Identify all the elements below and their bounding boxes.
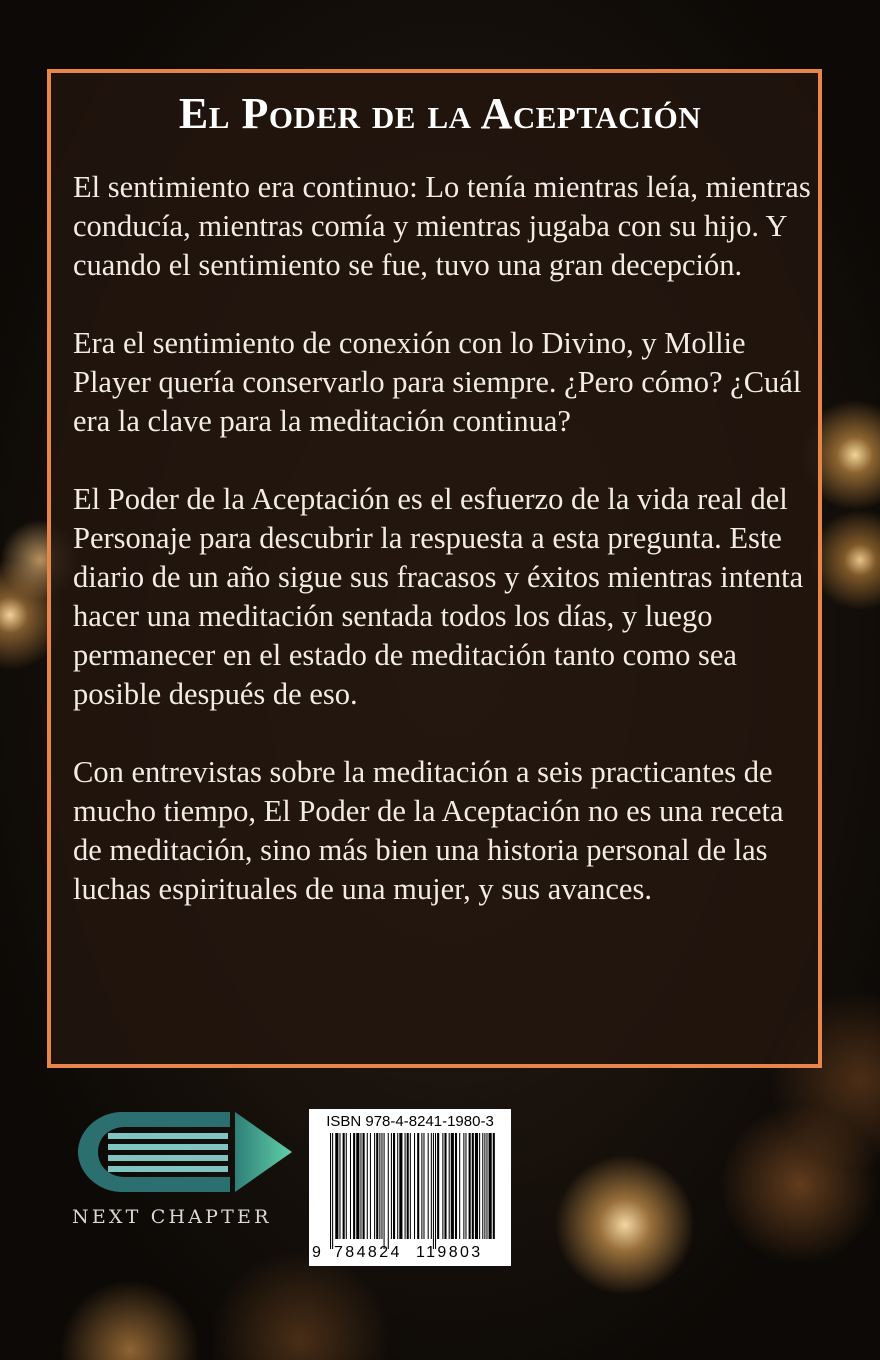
barcode-bar bbox=[469, 1133, 471, 1239]
barcode-bar bbox=[433, 1133, 434, 1249]
book-title: El Poder de la Aceptación bbox=[178, 89, 702, 138]
barcode-bar bbox=[374, 1133, 375, 1239]
isbn-label: ISBN 978-4-8241-1980-3 bbox=[326, 1113, 494, 1130]
barcode-bar bbox=[482, 1133, 483, 1239]
barcode-bar bbox=[417, 1133, 419, 1239]
barcode-bar bbox=[350, 1133, 351, 1239]
barcode-bar bbox=[428, 1133, 429, 1239]
barcode-digit-first: 9 bbox=[312, 1244, 321, 1261]
barcode-bar bbox=[367, 1133, 368, 1239]
barcode-bar bbox=[391, 1133, 392, 1239]
barcode-bar bbox=[407, 1133, 409, 1239]
blurb-paragraph: Con entrevistas sobre la meditación a seis practicantes de mucho tiempo, El Poder de la Aceptación no es una receta de meditación, sino más bien una historia personal de las luchas espirituales de una mujer, y sus avances. bbox=[73, 755, 784, 906]
barcode-bar bbox=[379, 1133, 380, 1239]
barcode-digits-right: 119803 bbox=[416, 1244, 483, 1261]
barcode-bar bbox=[397, 1133, 398, 1239]
barcode-bar bbox=[489, 1133, 492, 1239]
barcode-bar bbox=[463, 1133, 464, 1239]
barcode-bars bbox=[322, 1133, 500, 1249]
barcode-bar bbox=[442, 1133, 443, 1239]
barcode-bar bbox=[421, 1133, 422, 1239]
blurb-paragraph: El sentimiento era continuo: Lo tenía mientras leía, mientras conducía, mientras comía y mientras jugaba con su hijo. Y cuando el sentimiento se fue, tuvo una gran decepción. bbox=[73, 170, 811, 282]
barcode-bar bbox=[360, 1133, 361, 1239]
barcode-bar bbox=[376, 1133, 378, 1239]
barcode-bar bbox=[339, 1133, 340, 1239]
barcode-bar bbox=[332, 1133, 333, 1249]
barcode-bar bbox=[472, 1133, 474, 1239]
blurb-paragraph: El Poder de la Aceptación es el esfuerzo de la vida real del Personaje para descubrir la respuesta a esta pregunta. Este diario de un año sigue sus fracasos y éxitos mientras intenta hacer una meditación sentada todos los días, y luego permanecer en el estado de meditación tanto como sea posible después de eso. bbox=[73, 482, 804, 711]
barcode-bar bbox=[363, 1133, 365, 1239]
barcode-bar bbox=[475, 1133, 478, 1239]
barcode-bar bbox=[410, 1133, 411, 1239]
isbn-barcode bbox=[309, 1109, 511, 1266]
barcode-bar bbox=[414, 1133, 415, 1239]
barcode-bar bbox=[451, 1133, 454, 1239]
back-cover-blurb bbox=[73, 168, 813, 948]
publisher-name: NEXT CHAPTER bbox=[72, 1206, 272, 1228]
barcode-bar bbox=[381, 1133, 382, 1239]
barcode-bar bbox=[370, 1133, 371, 1239]
barcode-bar bbox=[459, 1133, 460, 1239]
barcode-bar bbox=[356, 1133, 359, 1239]
barcode-bar bbox=[486, 1133, 487, 1239]
barcode-bar bbox=[353, 1133, 355, 1239]
blurb-paragraph: Era el sentimiento de conexión con lo Divino, y Mollie Player quería conservarlo para siempre. ¿Pero cómo? ¿Cuál era la clave para la meditación continua? bbox=[73, 326, 802, 438]
barcode-bar bbox=[393, 1133, 395, 1239]
barcode-bar bbox=[444, 1133, 446, 1239]
barcode-bar bbox=[449, 1133, 450, 1239]
barcode-bar bbox=[484, 1133, 485, 1239]
barcode-bar bbox=[455, 1133, 457, 1239]
barcode-bar bbox=[335, 1133, 338, 1239]
barcode-bar bbox=[388, 1133, 389, 1249]
barcode-bar bbox=[493, 1133, 495, 1239]
barcode-bar bbox=[405, 1133, 406, 1239]
barcode-bar bbox=[435, 1133, 436, 1249]
barcode-bar bbox=[479, 1133, 480, 1239]
barcode-bar bbox=[384, 1133, 385, 1249]
barcode-bar bbox=[437, 1133, 439, 1239]
barcode-bar bbox=[423, 1133, 424, 1239]
barcode-digits-left: 784824 bbox=[334, 1244, 402, 1261]
barcode-bar bbox=[399, 1133, 402, 1239]
barcode-bar bbox=[431, 1133, 432, 1239]
barcode-bar bbox=[465, 1133, 466, 1239]
barcode-bar bbox=[330, 1133, 331, 1249]
barcode-bar bbox=[343, 1133, 345, 1239]
barcode-bar bbox=[346, 1133, 347, 1239]
